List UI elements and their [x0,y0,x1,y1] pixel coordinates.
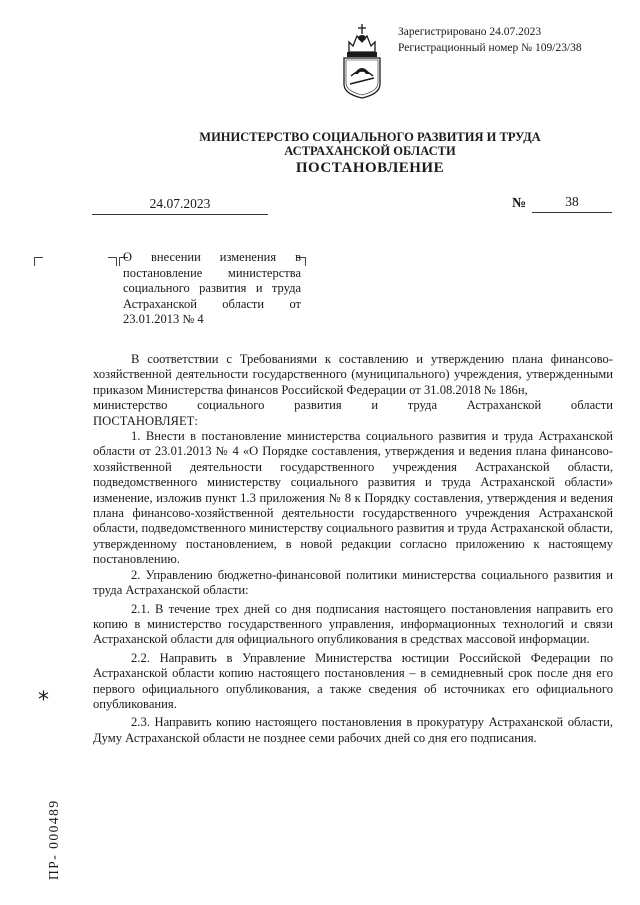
resolves-heading: ПОСТАНОВЛЯЕТ: [93,413,198,428]
registration-date: Зарегистрировано 24.07.2023 [398,26,542,38]
ministry-name [150,130,590,158]
side-document-code: ПР- 000489 [46,799,61,880]
document-date: 24.07.2023 [92,196,268,215]
ministry-name-line1: МИНИСТЕРСТВО СОЦИАЛЬНОГО РАЗВИТИЯ И ТРУДА [199,130,541,144]
paragraph-2-1: 2.1. В течение трех дней со дня подписания настоящего постановления направить его копию в министерство государственного управления, информационных технологий и связи Астраханской области для официального опубликования в средствах массовой информации. [93,601,613,647]
intro-paragraph: В соответствии с Требованиями к составлению и утверждению плана финансово-хозяйственной деятельности государственного (муниципального) учреждения, утвержденными приказом Министерства финансов Российской Федерации от 31.08.2018 № 186н, [93,352,613,397]
corner-mark [108,257,117,266]
paragraph-2: 2. Управлению бюджетно-финансовой политики министерства социального развития и труда Астраханской области: [93,567,613,598]
paragraph-2-3: 2.3. Направить копию настоящего постановления в прокуратуру Астраханской области, Думу Астраханской области не позднее семи рабочих дней со дня его подписания. [93,715,613,745]
number-label: № [512,196,527,211]
registration-number: Регистрационный номер № 109/23/38 [398,42,582,54]
document-subject: О внесении изменения в постановление министерства социального развития и труда Астраханской области от 23.01.2013 № 4 [123,250,301,326]
document-body [93,352,613,746]
side-asterisk: * [38,688,49,713]
ministry-line: министерство социального развития и труда Астраханской области [93,398,613,413]
ministry-name-line2: АСТРАХАНСКОЙ ОБЛАСТИ [284,144,456,158]
registration-stamp [398,24,582,56]
corner-mark [34,257,43,266]
document-type: ПОСТАНОВЛЕНИЕ [295,160,445,176]
coat-of-arms-icon [336,18,388,100]
document-number: 38 [532,194,612,213]
paragraph-2-2: 2.2. Направить в Управление Министерства юстиции Российской Федерации по Астраханской области копию настоящего постановления – в семидневный срок после дня его первого официального опубликования, а также сведения об источниках его официального опубликования. [93,650,613,711]
paragraph-1: 1. Внести в постановление министерства социального развития и труда Астраханской области от 23.01.2013 № 4 «О Порядке составления, утверждения и ведения плана финансово-хозяйственной деятельности государственного учреждения Астраханской области, подведомственного министерству социального развития и труда Астраханской области» изменение, изложив пункт 1.3 приложения № 8 к Порядку составления, утверждения и ведения плана финансово-хозяйственной деятельности государственного учреждения Астраханской области, подведомственного министерству социального развития и труда Астраханской области, утвержденному постановлением, в новой редакции согласно приложению к настоящему постановлению. [93,429,613,567]
